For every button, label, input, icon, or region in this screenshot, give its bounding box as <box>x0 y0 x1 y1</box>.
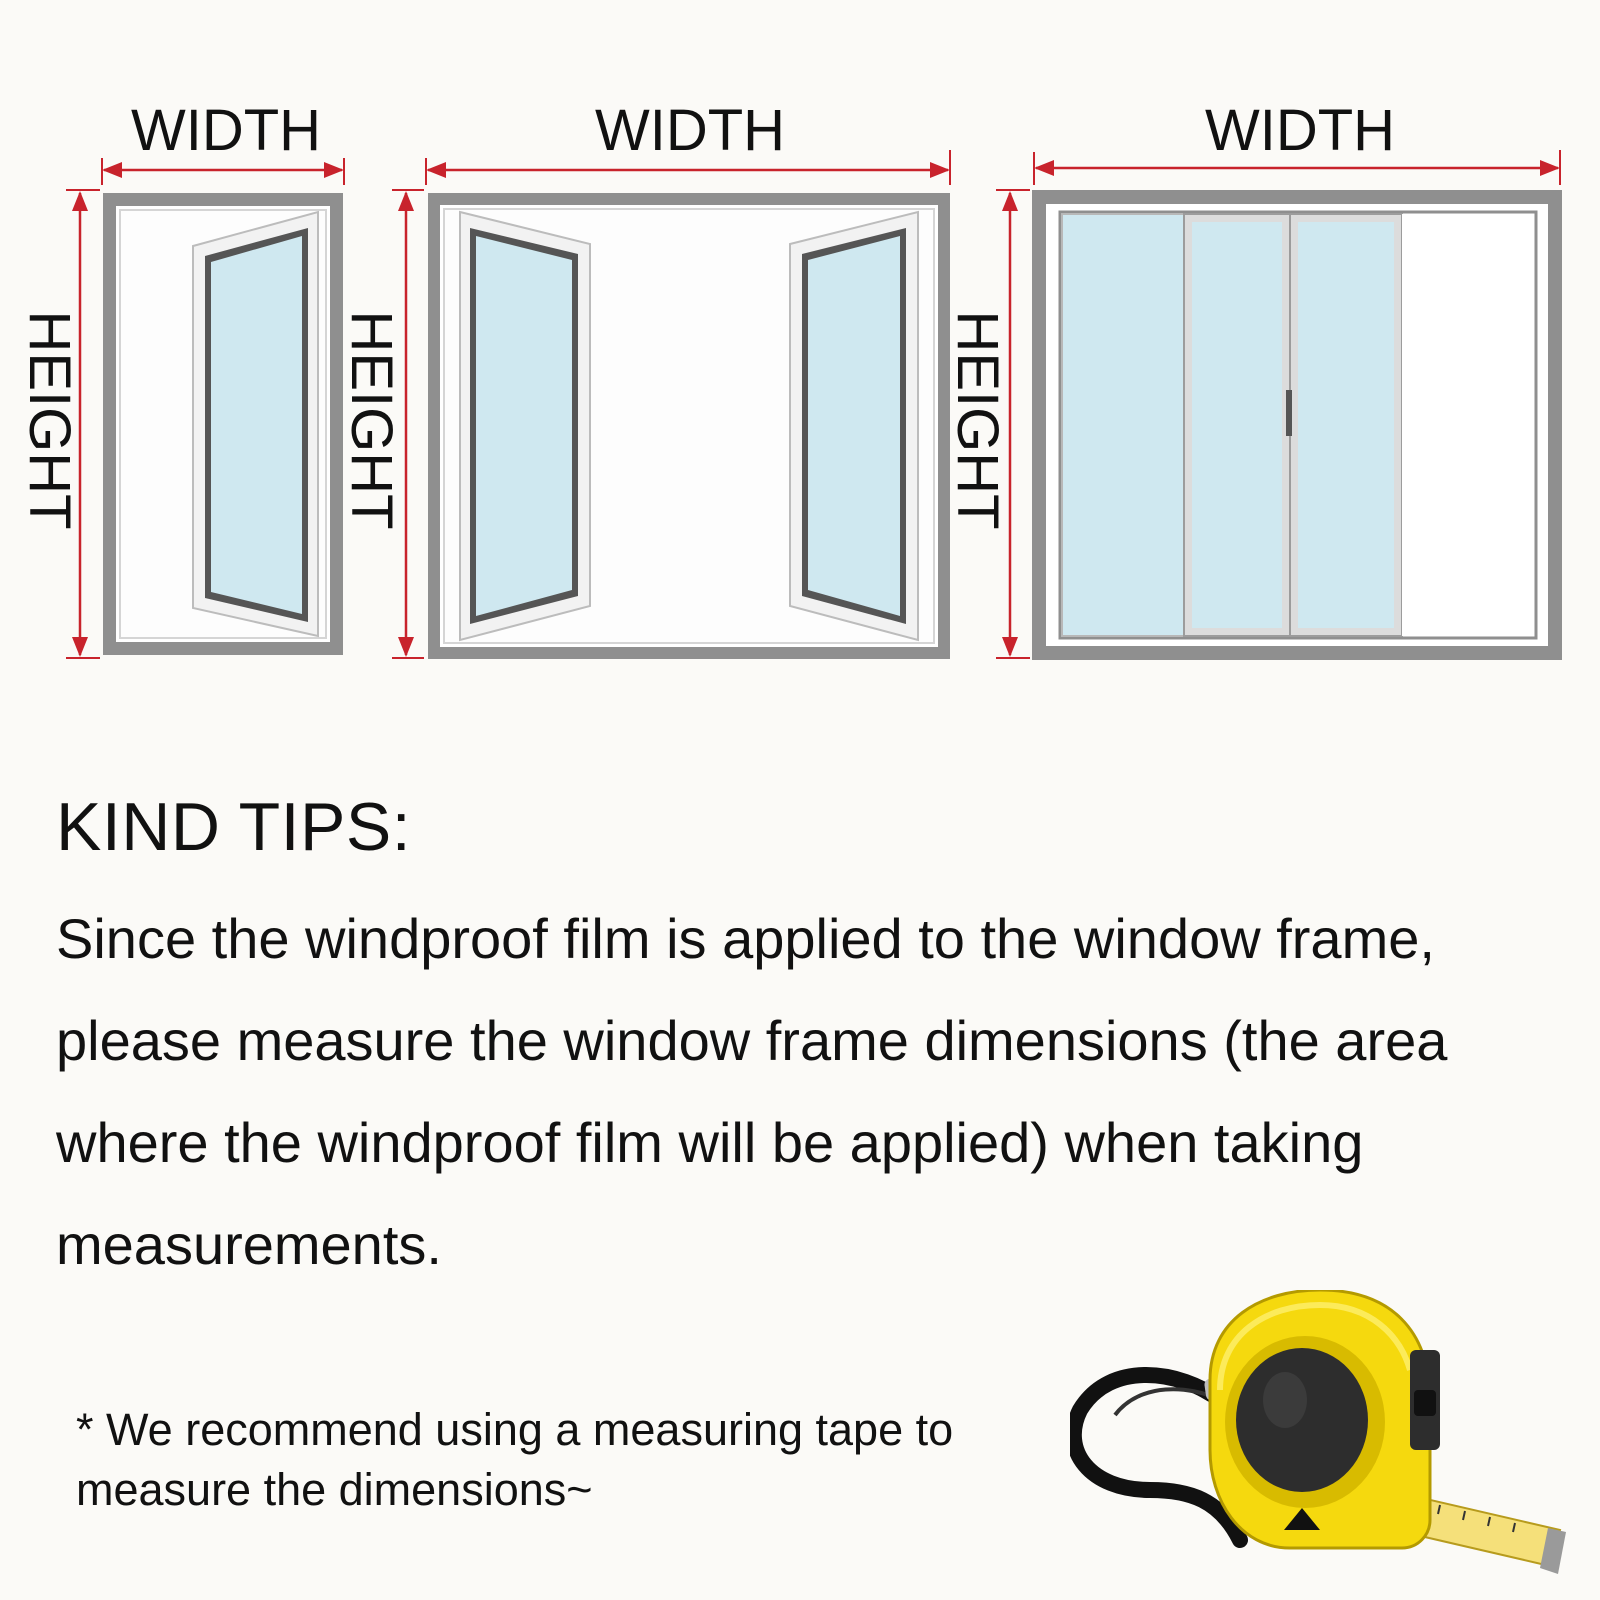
width-label-2: WIDTH <box>594 98 786 163</box>
recommendation-note: * We recommend using a measuring tape to measure the dimensions~ <box>76 1404 954 1515</box>
window-3 <box>945 98 1562 660</box>
window-measurement-diagram <box>0 0 1600 680</box>
window-2 <box>339 98 950 659</box>
height-label-1: HEIGHT <box>17 310 82 530</box>
height-label-3: HEIGHT <box>945 310 1010 530</box>
width-label-3: WIDTH <box>1204 98 1396 163</box>
measuring-tape-icon <box>1070 1290 1570 1590</box>
width-label-1: WIDTH <box>130 98 322 163</box>
tips-title: KIND TIPS: <box>56 789 412 865</box>
tips-body: Since the windproof film is applied to the window frame, please measure the window frame dimensions (the area where the windproof film will be applied) when taking measurements. <box>56 907 1448 1276</box>
height-label-2: HEIGHT <box>339 310 404 530</box>
window-1 <box>17 98 344 658</box>
